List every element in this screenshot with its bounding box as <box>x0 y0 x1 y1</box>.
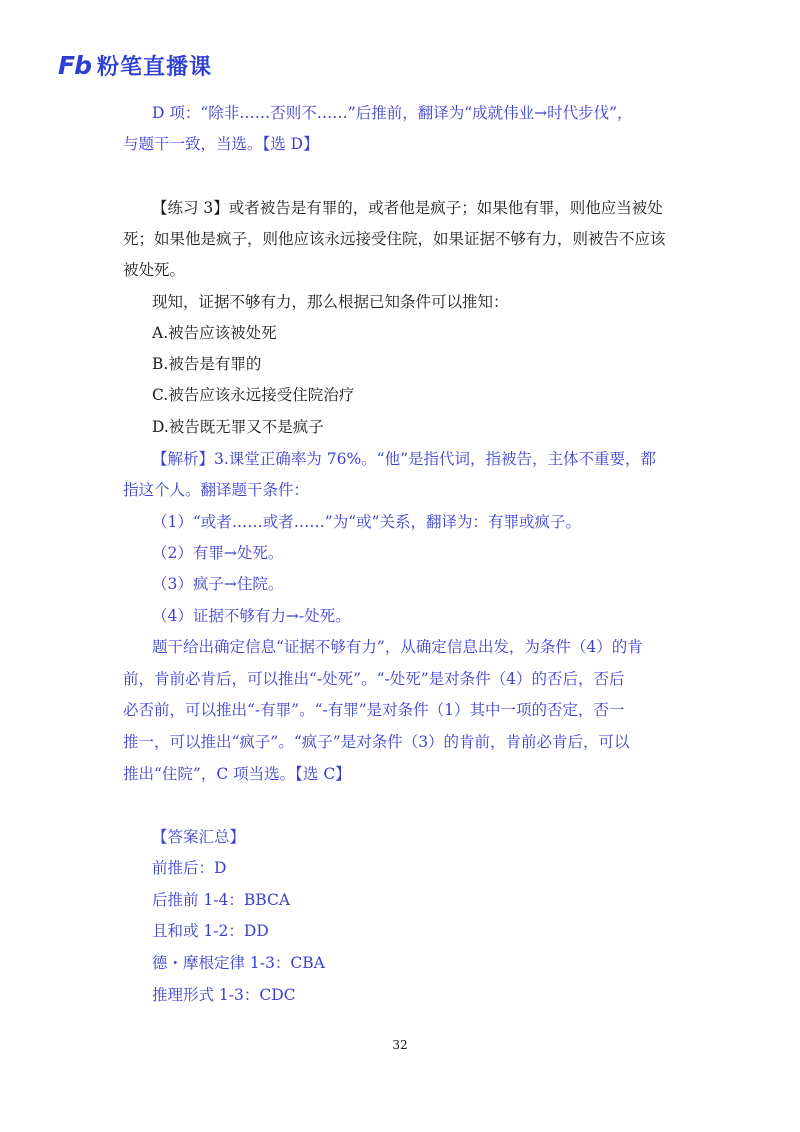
paragraph-line: （1）“或者……或者……”为“或”关系，翻译为：有罪或疯子。 <box>152 513 582 531</box>
answer-summary-item: 推理形式 1-3：CDC <box>152 986 296 1004</box>
paragraph-line: 现知，证据不够有力，那么根据已知条件可以推知： <box>152 293 509 311</box>
paragraph-line: （2）有罪→处死。 <box>152 544 284 562</box>
answer-summary-item: 德・摩根定律 1-3：CBA <box>152 954 325 972</box>
brand-logo <box>58 50 212 81</box>
paragraph-line: 【练习 3】或者被告是有罪的，或者他是疯子；如果他有罪，则他应当被处 <box>152 199 663 217</box>
paragraph-line: （3）疯子→住院。 <box>152 575 284 593</box>
paragraph-line: 与题干一致，当选。【选 D】 <box>123 135 319 153</box>
option-a: A.被告应该被处死 <box>152 324 277 342</box>
answer-summary-item: 且和或 1-2：DD <box>152 922 269 940</box>
paragraph-line: 指这个人。翻译题干条件： <box>123 481 310 499</box>
paragraph-line: 前，肯前必肯后，可以推出“-处死”。“-处死”是对条件（4）的否后，否后 <box>123 670 625 688</box>
paragraph-line: 题干给出确定信息“证据不够有力”，从确定信息出发，为条件（4）的肯 <box>152 638 643 656</box>
paragraph-line: 推一，可以推出“疯子”。“疯子”是对条件（3）的肯前，肯前必肯后，可以 <box>123 733 630 751</box>
brand-name: 粉笔直播课 <box>96 55 212 80</box>
option-d: D.被告既无罪又不是疯子 <box>152 418 324 436</box>
page-number: 32 <box>392 1038 408 1052</box>
answer-summary-item: 后推前 1-4：BBCA <box>152 891 291 909</box>
answer-summary-heading: 【答案汇总】 <box>152 828 246 846</box>
paragraph-line: 必否前，可以推出“-有罪”。“-有罪”是对条件（1）其中一项的否定，否一 <box>123 701 625 719</box>
option-b: B.被告是有罪的 <box>152 355 262 373</box>
brand-mark-icon: Fb <box>58 51 91 80</box>
paragraph-line: 被处死。 <box>123 261 186 279</box>
answer-summary-item: 前推后：D <box>152 859 227 877</box>
paragraph-line: 【解析】3.课堂正确率为 76%。“他”是指代词，指被告，主体不重要，都 <box>152 450 657 468</box>
paragraph-line: （4）证据不够有力→-处死。 <box>152 607 351 625</box>
paragraph-line: 死；如果他是疯子，则他应该永远接受住院，如果证据不够有力，则被告不应该 <box>123 230 666 248</box>
paragraph-line: D 项：“除非……否则不……”后推前，翻译为“成就伟业→时代步伐”， <box>152 104 633 122</box>
paragraph-line: 推出“住院”，C 项当选。【选 C】 <box>123 765 351 783</box>
option-c: C.被告应该永远接受住院治疗 <box>152 386 355 404</box>
